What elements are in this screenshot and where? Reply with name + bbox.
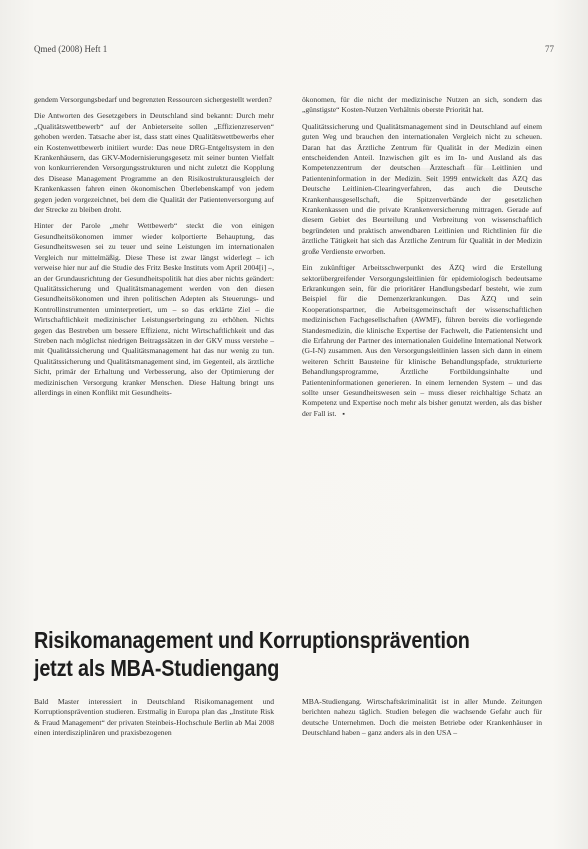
- end-mark: ▪: [342, 409, 345, 418]
- paragraph: ökonomen, für die nicht der medizinische Nutzen an sich, sondern das „günstigste“ Kosten-Nutzen Verhältnis oberste Priorität hat.: [302, 95, 542, 115]
- journal-header: Qmed (2008) Heft 1: [34, 44, 108, 54]
- paragraph: Hinter der Parole „mehr Wettbewerb“ steckt die von einigen Gesundheitsökonomen immer wieder kolportierte Behauptung, das Gesundheitswesen sei zu teuer und seine Leistungen im internationalen Vergleich nur mittelmäßig. Diese These ist zwar längst widerlegt – ich verweise hier nur auf die Studie des Fritz Beske Instituts vom April 2004[i] –, an der Grundausrichtung der Gesundheitspolitik hat dies aber nichts geändert: Qualitätssicherung und Qualitätsmanagement werden von den diesen Gesundheitsökonomen und ihren politischen Adepten als Steuerungs- und Kontrollinstrumenten uminterpretiert, um – so das erklärte Ziel – die Wirtschaftlichkeit medizinischer Leistungserbringung zu erhöhen. Nichts gegen das Bestreben um bessere Effizienz, nicht Wirtschaftlichkeit und das Streben nach möglichst niedrigen Beitragssätzen in der GKV muss verstehe – mit Qualitätssicherung und Qualitätsmanagement hat das nur wenig zu tun. Qualitätssicherung und Qualitätsmanagement sind, im Gegenteil, als ärztliche Sicht, primär der Erhaltung und Verbesserung, also der Optimierung der medizinischen Versorgung kranker Menschen. Diese Haltung bringt uns allerdings in einen Konflikt mit Gesundheits-: [34, 221, 274, 397]
- paragraph: [302, 263, 542, 419]
- paragraph: Die Antworten des Gesetzgebers in Deutschland sind bekannt: Durch mehr „Qualitätswettbewerb“ auf der Anbieterseite sollen „Effizienzreserven“ gehoben werden. Tatsache aber ist, dass statt eines Qualitätswettbewerbs eher ein Kostenwettbewerb initiiert wurde: Das neue DRG-Entgeltsystem in den Krankenhäusern, das GKV-Modernisierungsgesetz mit seiner bunten Vielfalt von konkurrierenden Versorgungsstrukturen und nicht zuletzt die Kopplung des Disease Management Programme an den Risikostrukturausgleich der Krankenkassen fahren einen ökonomischen Überlebenskampf von jedem gegen jeden vorgezeichnet, bei dem die Qualität der Patientenversorgung auf der Strecke zu bleiben droht.: [34, 111, 274, 215]
- article-title: Risikomanagement und Korruptionsprävention jetzt als MBA-Studiengang: [34, 627, 470, 681]
- page-number: 77: [545, 44, 554, 54]
- article-right-column: MBA-Studiengang. Wirtschaftskriminalität ist in aller Munde. Zeitungen berichten nahezu täglich. Studien belegen die wachsende Gefahr auch für deutsche Unternehmen. Doch die meisten Betriebe oder Krankenhäuser in Deutschland haben – ganz anders als in den USA –: [302, 697, 542, 738]
- article-left-column: Bald Master interessiert in Deutschland Risikomanagement und Korruptionsprävention studieren. Erstmalig in Europa plan das „Institute Risk & Fraud Management“ der privaten Steinbeis-Hochschule Berlin ab Mai 2008 einen interdisziplinären und praxisbezogenen: [34, 697, 274, 738]
- paragraph: gendem Versorgungsbedarf und begrenzten Ressourcen sichergestellt werden?: [34, 95, 272, 104]
- paragraph-text: Ein zukünftiger Arbeitsschwerpunkt des ÄZQ wird die Erstellung sektorübergreifender Versorgungsleitlinien für epidemiologisch bedeutsame Erkrankungen sein, für die prioritärer Handlungsbedarf besteht, wie zum Beispiel für die Demenzerkrankungen. Das ÄZQ und sein Kooperationspartner, die Arbeitsgemeinschaft der wissenschaftlichen medizinischen Fachgesellschaften (AWMF), führen bereits die vorliegende Standesmedizin, die klinische Expertise der Fachwelt, die Patientensicht und die Erfahrung der Partner des internationalen Guideline International Network (G-I-N) zusammen. Aus den Versorgungsleitlinien lassen sich dann in einem weiteren Schritt Bausteine für klinische Behandlungspfade, strukturierte Behandlungsprogramme, Ärztliche Fortbildungsinhalte und Patienteninformationen generieren. In einem lernenden System – und das sollte unser Gesundheitswesen sein – muss dieser reichhaltige Schatz an Kompetenz und Expertise noch mehr als bisher genutzt werden, als das bisher der Fall ist.: [302, 263, 542, 418]
- paragraph: Qualitätssicherung und Qualitätsmanagement sind in Deutschland auf einem guten Weg und brauchen den internationalen Vergleich nicht zu scheuen. Daran hat das Ärztliche Zentrum für Qualität in der Medizin einen entscheidenden Anteil. Inzwischen gilt es im In- und Ausland als das Kompetenzzentrum der deutschen Ärzteschaft für Leitlinien und Patienteninformation in der Medizin. Seit 1999 entwickelt das ÄZQ das Deutsche Leitlinien-Clearingverfahren, das auch die Deutsche Krankenhausgesellschaft, die Spitzenverbände der gesetzlichen Krankenkassen und die private Krankenversicherung mittragen. Gerade auf diesem Gebiet des Beurteilung und Verbreitung von wissenschaftlich begründeten und praktisch anwendbaren Leitlinien und Richtlinien für die ärztliche Tätigkeit hat sich das Ärztliche Zentrum für Qualität in der Medizin große Verdienste erworben.: [302, 121, 542, 256]
- left-text-column: [34, 95, 274, 404]
- right-text-column: [302, 95, 542, 425]
